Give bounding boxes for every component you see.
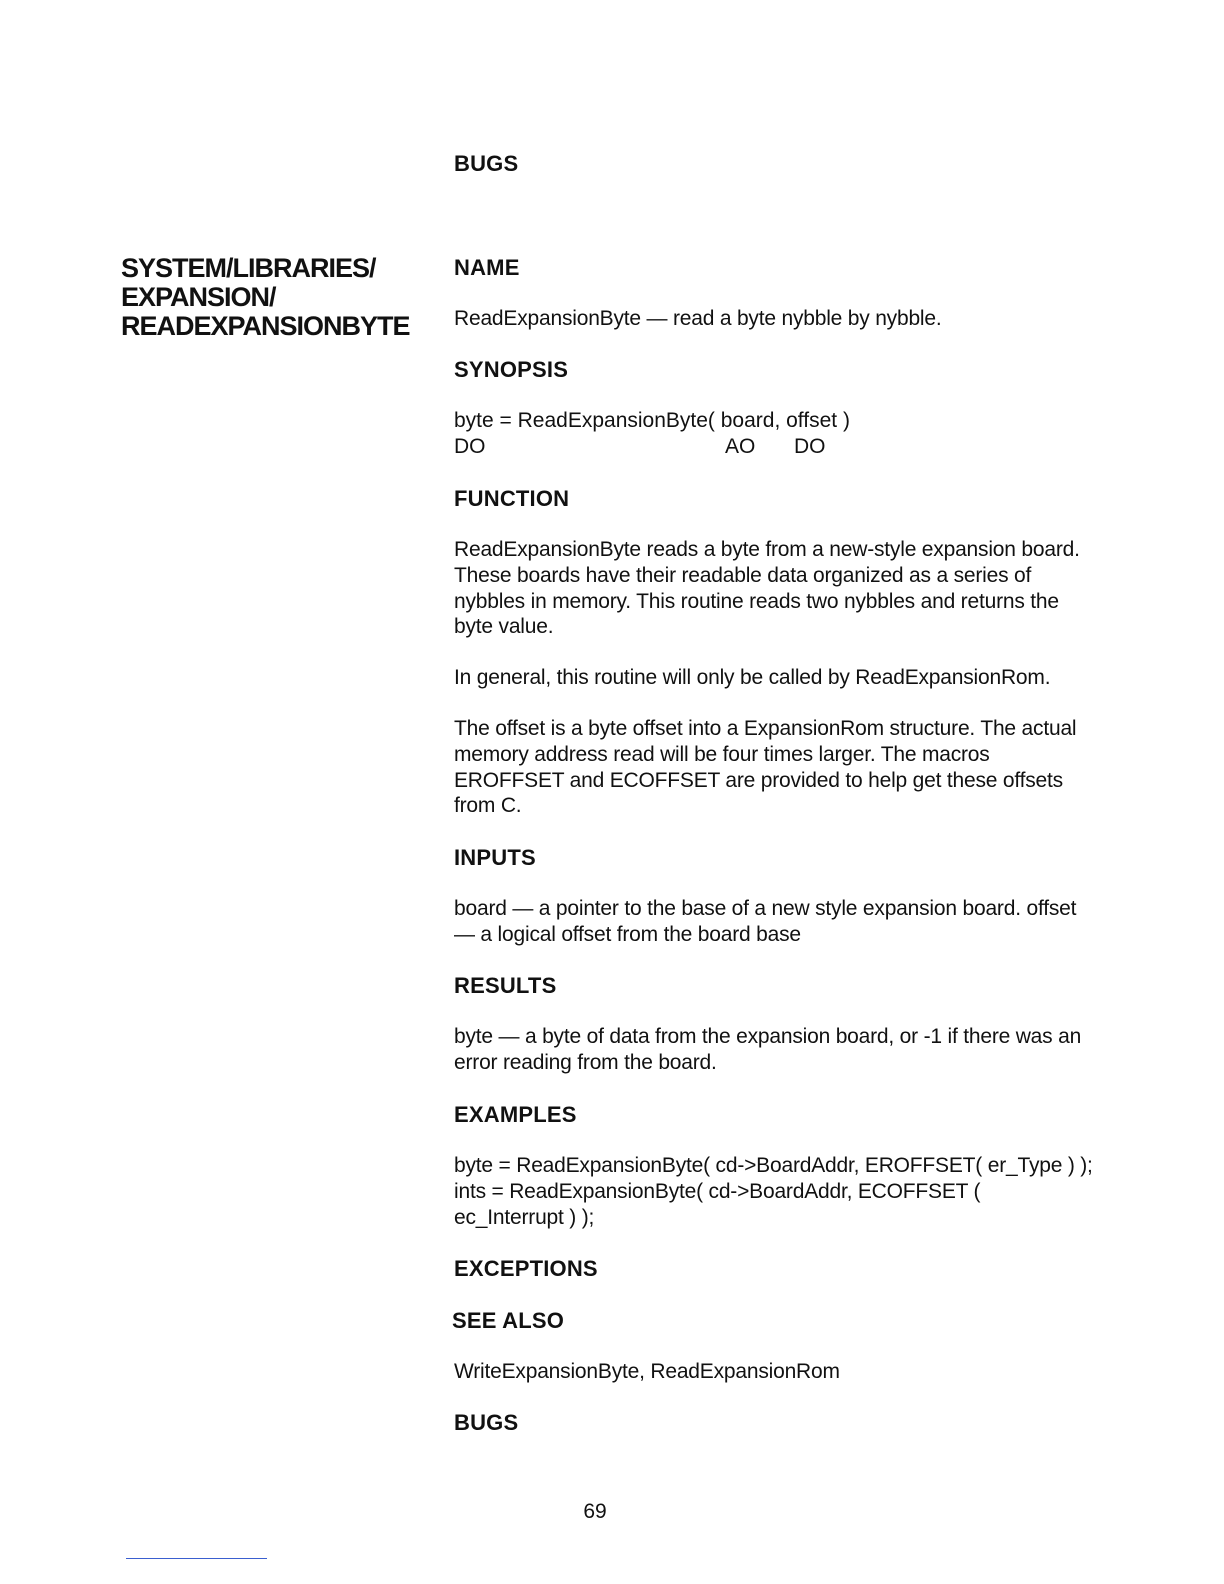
see-also-heading: SEE ALSO bbox=[452, 1308, 565, 1333]
inputs-heading: INPUTS bbox=[454, 845, 536, 870]
entry-title-line-2: EXPANSION/ bbox=[121, 282, 276, 312]
name-text: ReadExpansionByte — read a byte nybble by nybble. bbox=[454, 307, 942, 330]
examples-heading: EXAMPLES bbox=[454, 1102, 577, 1127]
page-number: 69 bbox=[583, 1500, 607, 1523]
examples-text: byte = ReadExpansionByte( cd->BoardAddr, EROFFSET( er_Type ) ); ints = ReadExpansionByte( cd->BoardAddr, ECOFFSET ( ec_Interrupt ) ); bbox=[454, 1154, 1093, 1229]
inputs-text: board — a pointer to the base of a new style expansion board. offset — a logical offset from the board base bbox=[454, 897, 1077, 946]
synopsis-register-byte: DO bbox=[454, 435, 486, 458]
synopsis-call: byte = ReadExpansionByte( board, offset ) bbox=[454, 409, 850, 432]
results-text: byte — a byte of data from the expansion board, or -1 if there was an error reading from the board. bbox=[454, 1025, 1082, 1074]
entry-title-line-3: READEXPANSIONBYTE bbox=[121, 311, 410, 341]
footer-rule bbox=[126, 1558, 267, 1559]
entry-title bbox=[121, 254, 421, 341]
function-heading: FUNCTION bbox=[454, 486, 570, 511]
results-heading: RESULTS bbox=[454, 973, 557, 998]
see-also-text: WriteExpansionByte, ReadExpansionRom bbox=[454, 1360, 840, 1383]
synopsis-register-offset: DO bbox=[794, 435, 826, 458]
exceptions-heading: EXCEPTIONS bbox=[454, 1256, 598, 1281]
function-paragraph-2: In general, this routine will only be called by ReadExpansionRom. bbox=[454, 666, 1051, 689]
synopsis-heading: SYNOPSIS bbox=[454, 357, 569, 382]
top-bugs-heading: BUGS bbox=[454, 151, 519, 176]
name-heading: NAME bbox=[454, 255, 520, 280]
entry-title-line-1: SYSTEM/LIBRARIES/ bbox=[121, 253, 376, 283]
function-paragraph-1: ReadExpansionByte reads a byte from a new-style expansion board. These boards have their readable data organized as a series of nybbles in memory. This routine reads two nybbles and returns the byte value. bbox=[454, 538, 1080, 639]
synopsis-register-board: AO bbox=[725, 435, 756, 458]
function-paragraph-3: The offset is a byte offset into a ExpansionRom structure. The actual memory address read will be four times larger. The macros EROFFSET and ECOFFSET are provided to help get these offsets from C. bbox=[454, 717, 1077, 818]
bottom-bugs-heading: BUGS bbox=[454, 1410, 519, 1435]
